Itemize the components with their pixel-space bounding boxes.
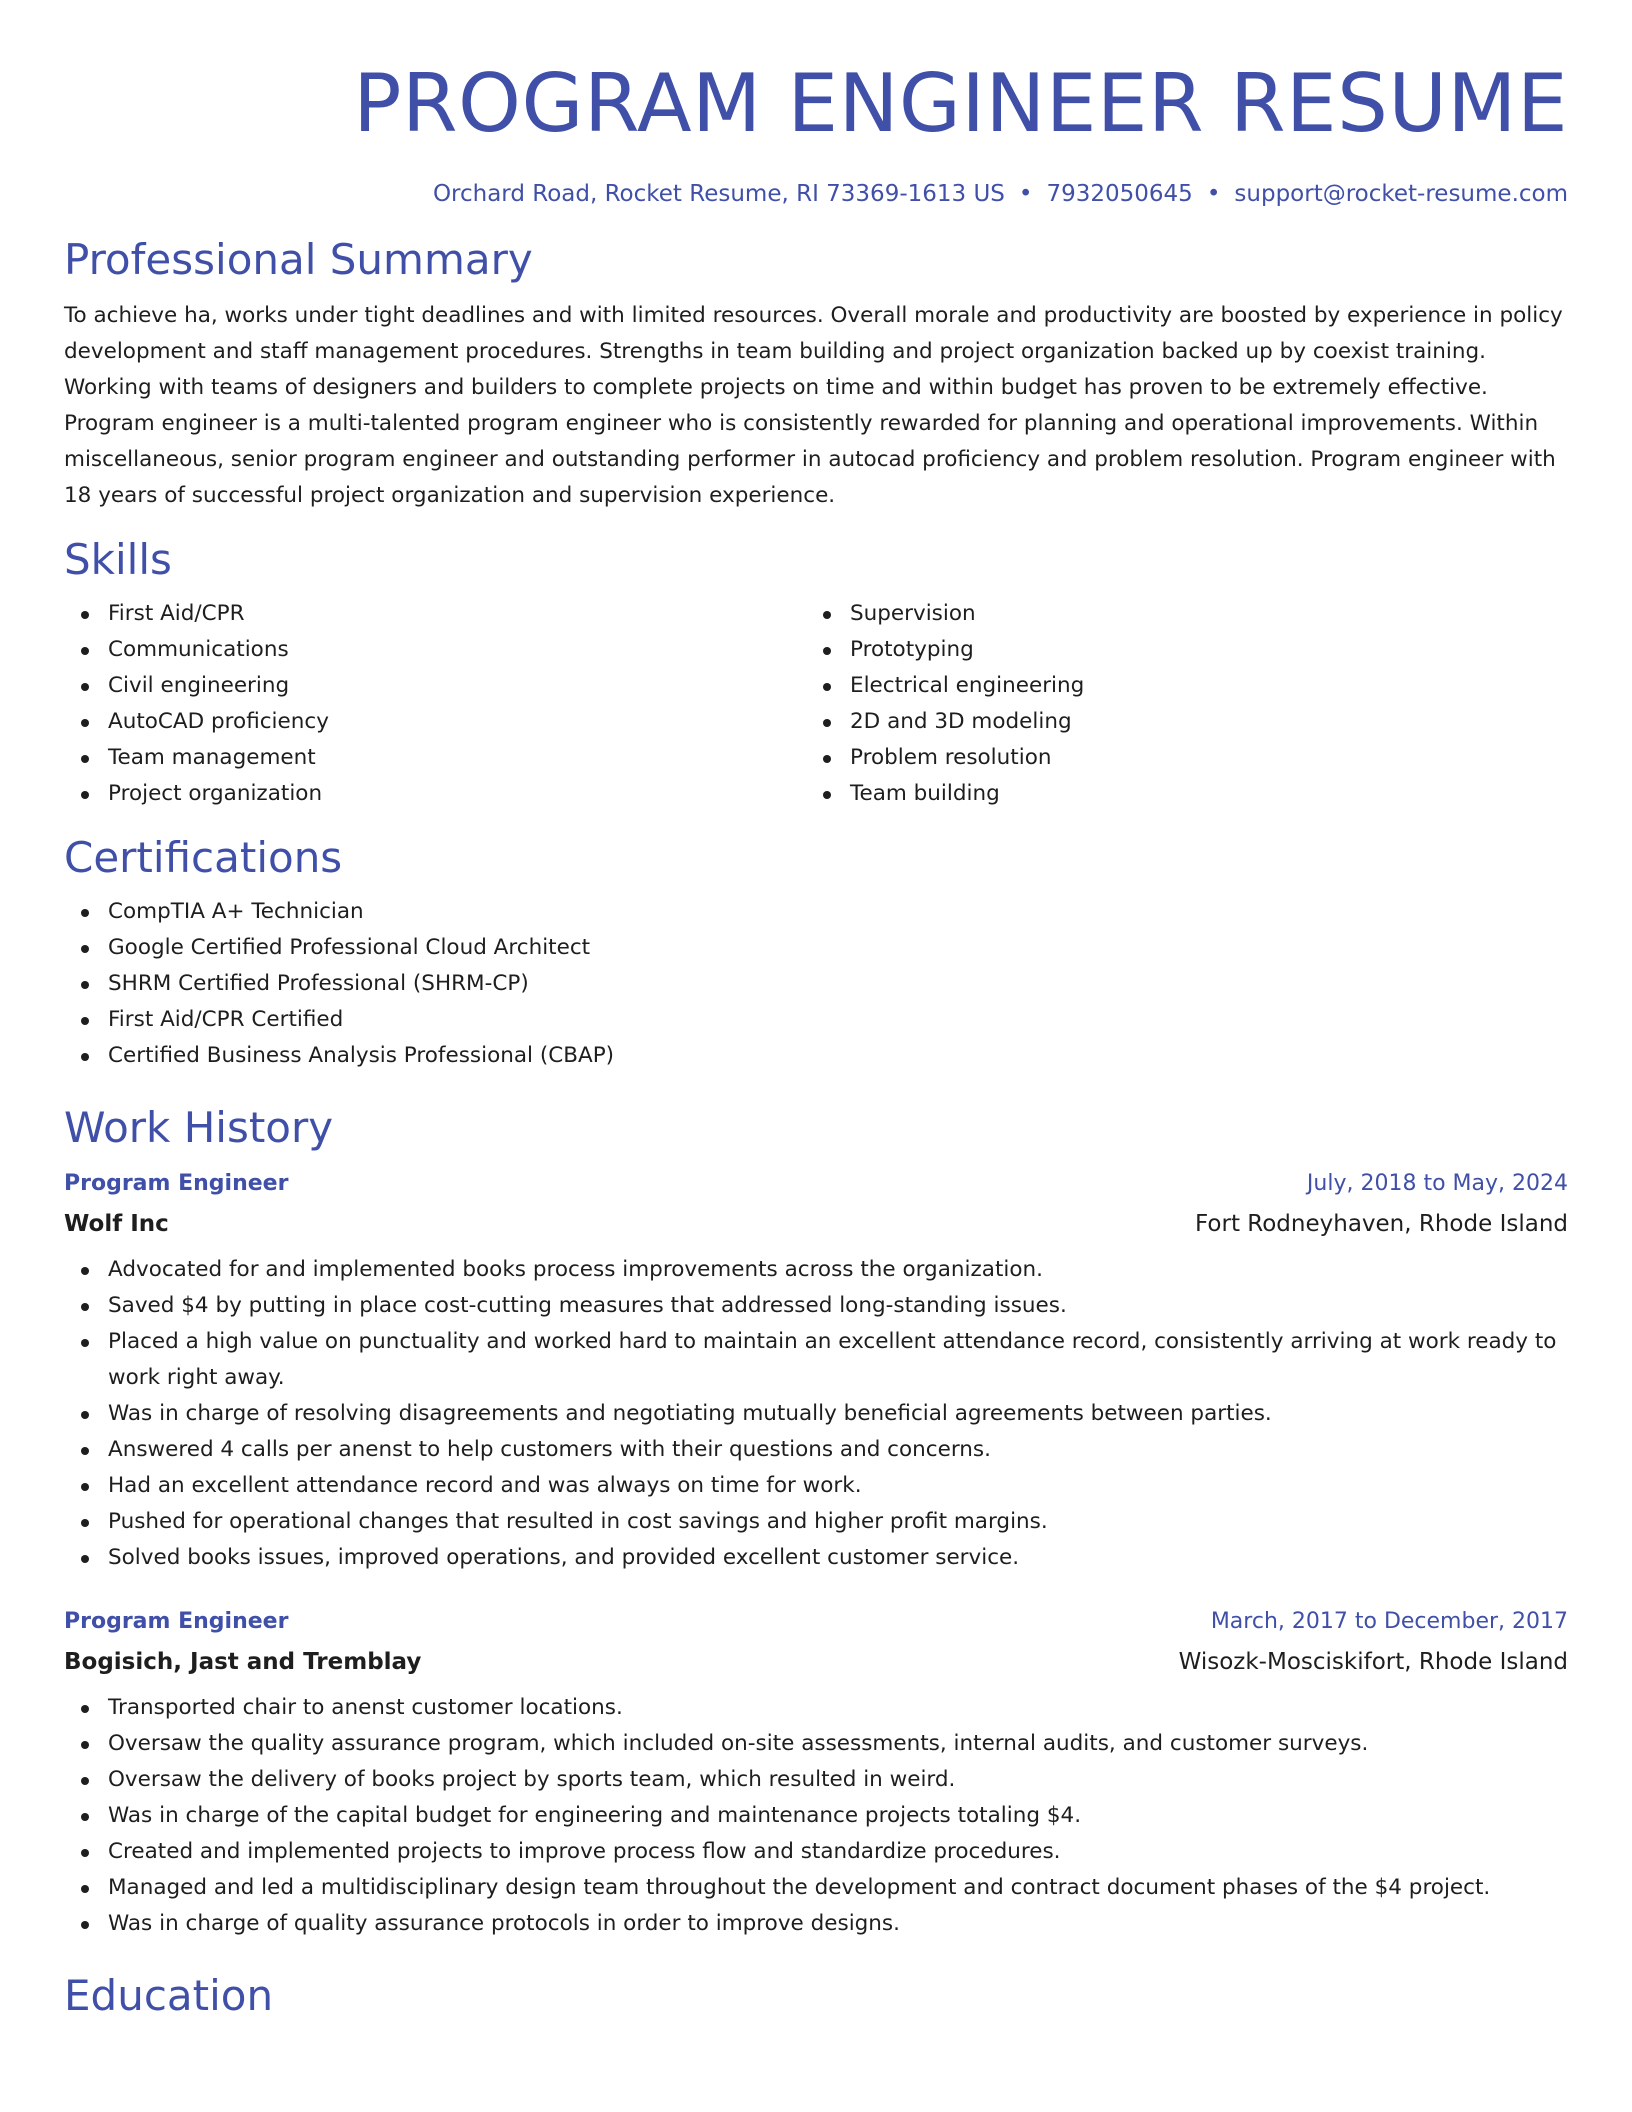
skill-item: Problem resolution [806, 740, 1548, 776]
skill-item: Communications [64, 632, 806, 668]
contact-address: Orchard Road, Rocket Resume, RI 73369-1613 US [432, 181, 1005, 207]
work-history-heading: Work History [64, 1103, 334, 1152]
education-heading: Education [64, 1971, 274, 2020]
certification-item: CompTIA A+ Technician [64, 894, 1568, 930]
skill-item: Civil engineering [64, 668, 806, 704]
certification-item: Certified Business Analysis Professional (CBAP) [64, 1038, 1568, 1074]
certification-item: SHRM Certified Professional (SHRM-CP) [64, 966, 1568, 1002]
skill-item: Supervision [806, 596, 1548, 632]
job-entry [64, 1168, 1568, 1576]
job-header-row [64, 1606, 1568, 1638]
job-bullet: Created and implemented projects to improve process flow and standardize procedures. [64, 1834, 1568, 1870]
contact-phone: 7932050645 [1046, 181, 1193, 207]
job-company-row [64, 1646, 1568, 1678]
job-location: Fort Rodneyhaven, Rhode Island [1195, 1211, 1568, 1237]
job-bullet: Solved books issues, improved operations, and provided excellent customer service. [64, 1540, 1568, 1576]
job-bullet: Saved $4 by putting in place cost-cutting measures that addressed long-standing issues. [64, 1288, 1568, 1324]
job-bullet: Managed and led a multidisciplinary design team throughout the development and contract document phases of the $4 project. [64, 1870, 1568, 1906]
skills-heading: Skills [64, 535, 172, 584]
education-section [64, 1968, 1568, 2024]
skill-item: AutoCAD proficiency [64, 704, 806, 740]
job-bullet: Had an excellent attendance record and was always on time for work. [64, 1468, 1568, 1504]
job-bullet: Was in charge of resolving disagreements and negotiating mutually beneficial agreements between parties. [64, 1396, 1568, 1432]
resume-page [64, 0, 1568, 2024]
job-bullet-list [64, 1252, 1568, 1576]
skill-item: Project organization [64, 776, 806, 812]
skill-item: Electrical engineering [806, 668, 1548, 704]
job-entry [64, 1606, 1568, 1942]
job-dates: March, 2017 to December, 2017 [1210, 1609, 1568, 1634]
job-bullet: Was in charge of the capital budget for engineering and maintenance projects totaling $4. [64, 1798, 1568, 1834]
certification-item: Google Certified Professional Cloud Architect [64, 930, 1568, 966]
work-history-section [64, 1100, 1568, 1942]
skills-left-column [64, 596, 806, 812]
skill-item: Team management [64, 740, 806, 776]
job-title: Program Engineer [64, 1609, 289, 1634]
job-bullet: Placed a high value on punctuality and worked hard to maintain an excellent attendance record, consistently arriving at work ready to work right away. [64, 1324, 1568, 1396]
certifications-heading: Certifications [64, 833, 343, 882]
job-header-row [64, 1168, 1568, 1200]
summary-heading: Professional Summary [64, 235, 533, 284]
job-bullet: Was in charge of quality assurance protocols in order to improve designs. [64, 1906, 1568, 1942]
skill-item: Team building [806, 776, 1548, 812]
certifications-list [64, 894, 1568, 1074]
job-bullet-list [64, 1690, 1568, 1942]
skills-grid [64, 596, 1568, 812]
job-company: Wolf Inc [64, 1211, 169, 1237]
skills-right-column [806, 596, 1548, 812]
job-company-row [64, 1208, 1568, 1240]
contact-separator: • [1018, 181, 1033, 207]
job-bullet: Answered 4 calls per anenst to help customers with their questions and concerns. [64, 1432, 1568, 1468]
job-company: Bogisich, Jast and Tremblay [64, 1649, 422, 1675]
job-location: Wisozk-Mosciskifort, Rhode Island [1178, 1649, 1568, 1675]
job-title: Program Engineer [64, 1171, 289, 1196]
job-bullet: Oversaw the delivery of books project by sports team, which resulted in weird. [64, 1762, 1568, 1798]
job-bullet: Transported chair to anenst customer locations. [64, 1690, 1568, 1726]
resume-title: PROGRAM ENGINEER RESUME [353, 57, 1568, 150]
job-bullet: Advocated for and implemented books process improvements across the organization. [64, 1252, 1568, 1288]
job-bullet: Oversaw the quality assurance program, which included on-site assessments, internal audits, and customer surveys. [64, 1726, 1568, 1762]
skills-section [64, 532, 1568, 812]
summary-text: To achieve ha, works under tight deadlines and with limited resources. Overall morale and productivity are boosted by experience in policy development and staff management procedures. Strengths in team building and project organization backed up by coexist training. Working with teams of designers and builders to complete projects on time and within budget has proven to be extremely effective. Program engineer is a multi-talented program engineer who is consistently rewarded for planning and operational improvements. Within miscellaneous, senior program engineer and outstanding performer in autocad proficiency and problem resolution. Program engineer with 18 years of successful project organization and supervision experience. [64, 303, 1563, 508]
job-dates: July, 2018 to May, 2024 [1306, 1171, 1568, 1196]
skill-item: 2D and 3D modeling [806, 704, 1548, 740]
contact-email: support@rocket-resume.com [1234, 181, 1568, 207]
contact-line [64, 178, 1568, 210]
certification-item: First Aid/CPR Certified [64, 1002, 1568, 1038]
certifications-section [64, 830, 1568, 1074]
skill-item: Prototyping [806, 632, 1548, 668]
contact-separator: • [1206, 181, 1221, 207]
summary-section [64, 232, 1568, 514]
job-bullet: Pushed for operational changes that resulted in cost savings and higher profit margins. [64, 1504, 1568, 1540]
skill-item: First Aid/CPR [64, 596, 806, 632]
